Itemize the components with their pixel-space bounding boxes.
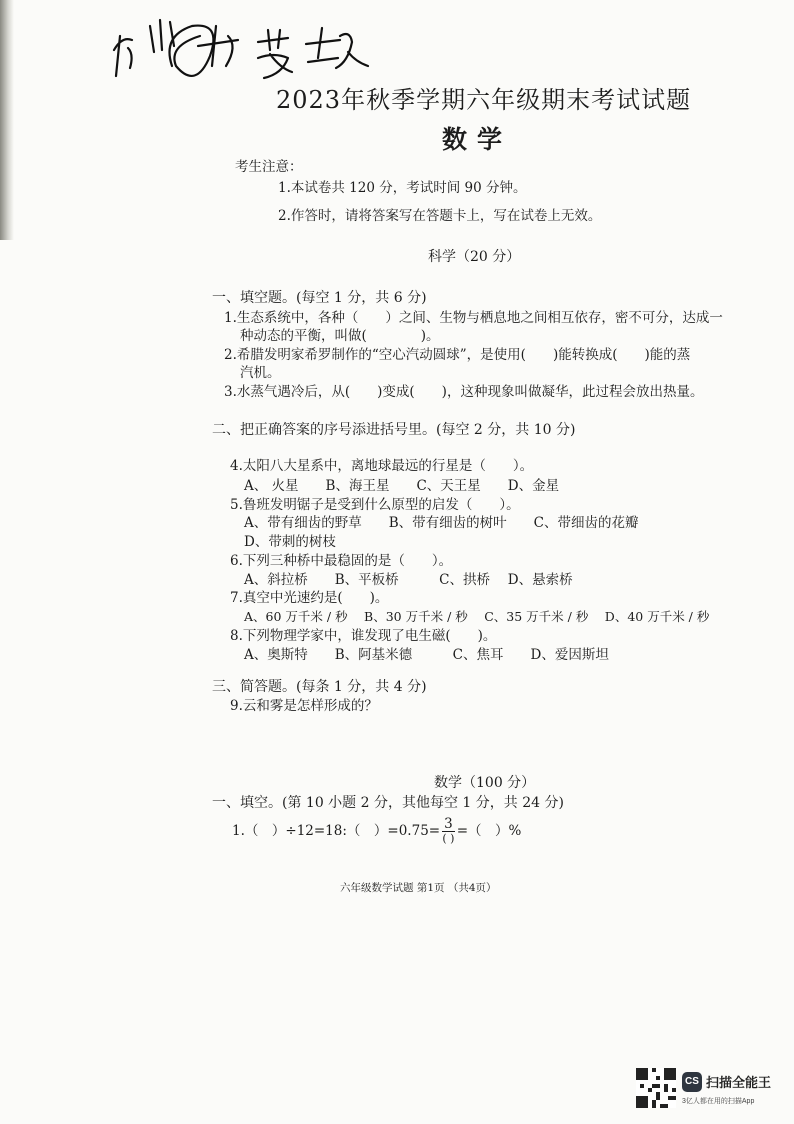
- science-section-2-heading: 二、把正确答案的序号添进括号里。(每空 2 分，共 10 分): [212, 422, 576, 438]
- subject-title: 数学: [442, 125, 513, 154]
- question-7: 7.真空中光速约是( )。: [230, 590, 389, 606]
- question-4-options: A、 火星 B、海王星 C、天王星 D、金星: [244, 478, 560, 494]
- qr-code-icon: [636, 1068, 676, 1108]
- fraction-denominator: ( ): [442, 832, 455, 845]
- question-8-options: A、奥斯特 B、阿基米德 C、焦耳 D、爱因斯坦: [244, 647, 609, 663]
- math-section-1-heading: 一、填空。(第 10 小题 2 分，其他每空 1 分，共 24 分): [212, 795, 564, 811]
- question-6-options: A、斜拉桥 B、平板桥 C、拱桥 D、悬索桥: [244, 572, 573, 588]
- question-7-options: A、60 万千米 / 秒 B、30 万千米 / 秒 C、35 万千米 / 秒 D、40 万千米 / 秒: [244, 609, 710, 624]
- science-section-1-heading: 一、填空题。(每空 1 分，共 6 分): [212, 290, 427, 306]
- question-9: 9.云和雾是怎样形成的？: [230, 698, 378, 714]
- question-1-line-1: 1.生态系统中，各种（ ）之间、生物与栖息地之间相互依存，密不可分，达成一: [224, 310, 723, 326]
- scanner-app-name: 扫描全能王: [706, 1075, 772, 1090]
- question-6: 6.下列三种桥中最稳固的是（ ）。: [230, 553, 453, 569]
- camscanner-logo: CS: [682, 1072, 702, 1092]
- scanner-tagline: 3亿人都在用的扫描App: [682, 1098, 755, 1105]
- math-question-1: [232, 818, 521, 845]
- science-heading: 科学（20 分）: [428, 249, 521, 265]
- science-section-3-heading: 三、简答题。(每条 1 分，共 4 分): [212, 679, 427, 695]
- question-1-line-2: 种动态的平衡，叫做( )。: [240, 328, 440, 344]
- question-5-options-b: D、带刺的树枝: [244, 534, 336, 550]
- math-heading: 数学（100 分）: [434, 775, 536, 791]
- question-3: 3.水蒸气遇冷后，从( )变成( )，这种现象叫做凝华，此过程会放出热量。: [224, 384, 704, 400]
- scan-edge-shadow: [0, 0, 14, 240]
- math-question-1-part-1: 1.（ ）÷12=18:（ ）=0.75=: [232, 823, 441, 839]
- question-2-line-1: 2.希腊发明家希罗制作的“空心汽动圆球”，是使用( )能转换成( )能的蒸: [224, 347, 691, 363]
- question-8: 8.下列物理学家中，谁发现了电生磁( )。: [230, 628, 497, 644]
- notice-item-1: 1.本试卷共 120 分，考试时间 90 分钟。: [278, 180, 527, 196]
- question-5-options-a: A、带有细齿的野草 B、带有细齿的树叶 C、带细齿的花瓣: [244, 515, 639, 531]
- page-footer: 六年级数学试题 第1页 （共4页）: [340, 882, 497, 894]
- math-question-1-part-2: =（ ）%: [456, 823, 522, 839]
- question-2-line-2: 汽机。: [240, 365, 281, 381]
- notice-heading: 考生注意：: [235, 159, 303, 175]
- exam-title: 2023年秋季学期六年级期末考试试题: [276, 86, 692, 114]
- question-4: 4.太阳八大星系中，离地球最远的行星是（ ）。: [230, 458, 534, 474]
- scanner-watermark: [636, 1068, 784, 1114]
- question-5: 5.鲁班发明锯子是受到什么原型的启发（ ）。: [230, 497, 520, 513]
- fraction-numerator: 3: [444, 816, 453, 832]
- fraction: [442, 818, 455, 845]
- notice-item-2: 2.作答时，请将答案写在答题卡上，写在试卷上无效。: [278, 208, 602, 224]
